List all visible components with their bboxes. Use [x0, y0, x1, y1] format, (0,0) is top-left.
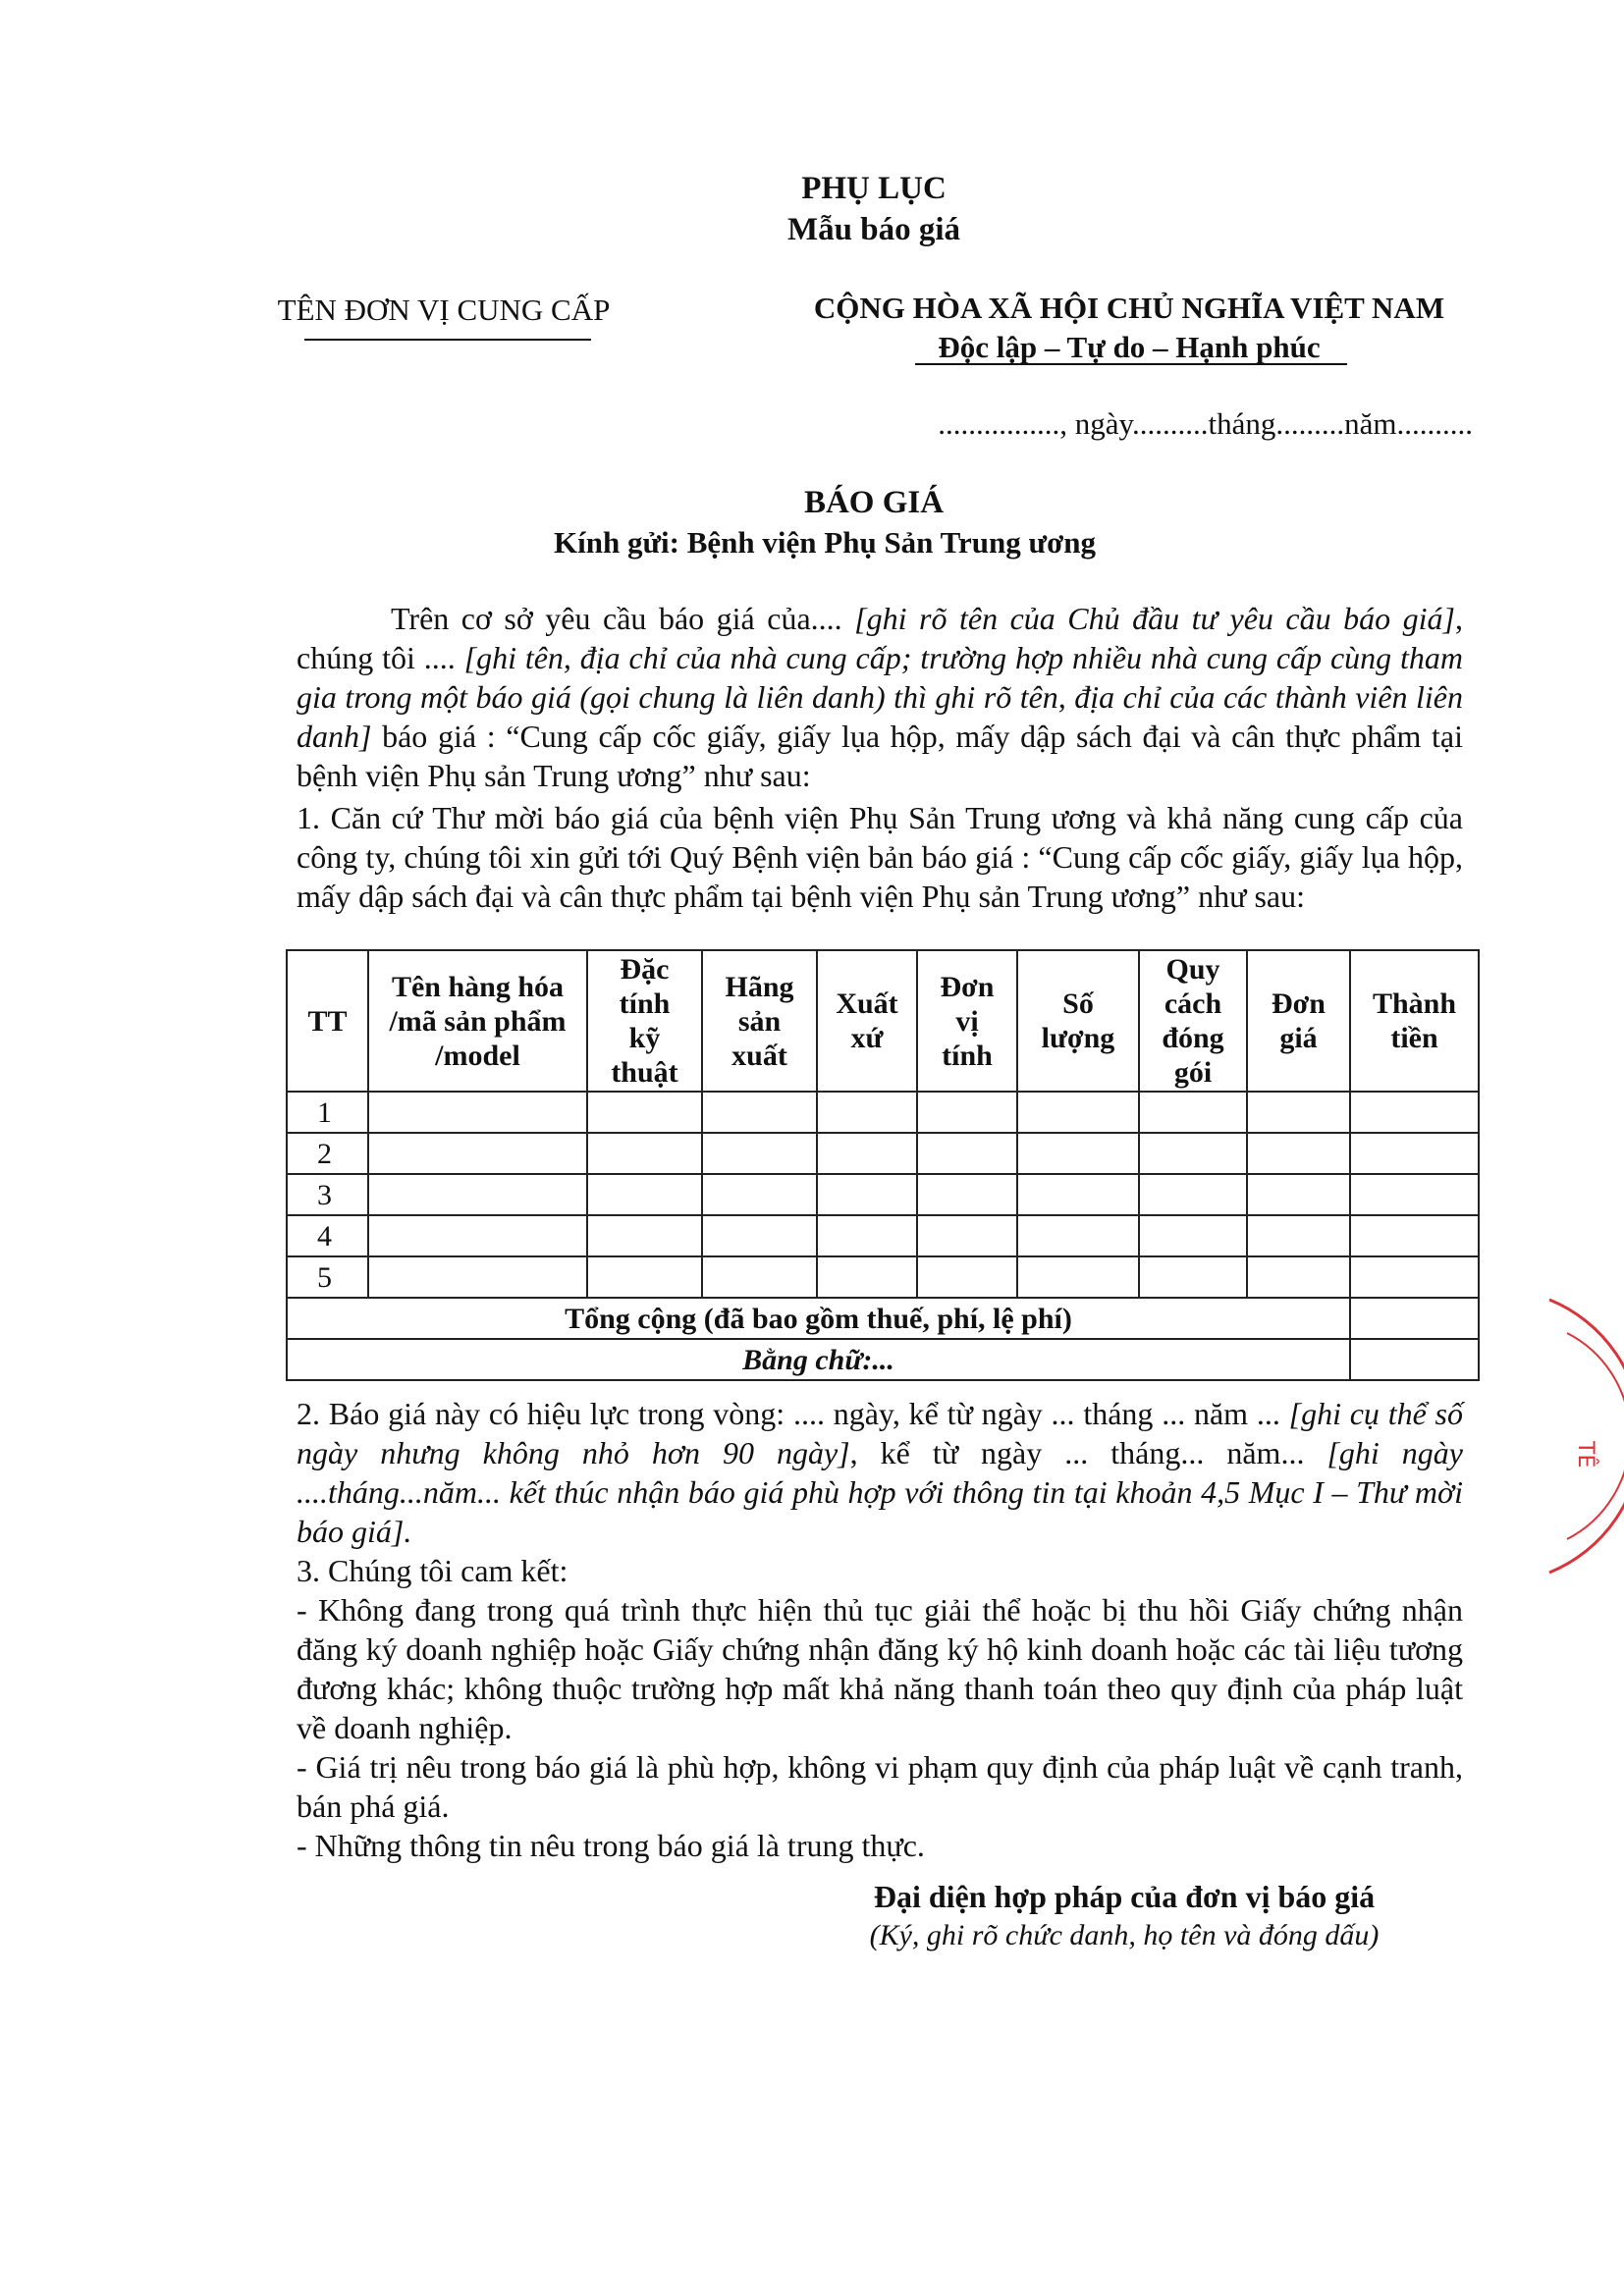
- table-cell: [1247, 1256, 1350, 1298]
- quote-table: [286, 949, 1480, 1381]
- document-title: BÁO GIÁ: [803, 485, 945, 520]
- table-cell: [702, 1174, 817, 1215]
- item-2-paragraph: [297, 1394, 1463, 1551]
- appendix-title: PHỤ LỤC: [801, 171, 947, 206]
- table-cell: [917, 1092, 1017, 1133]
- intro-text-2: , chúng tôi ....: [297, 601, 1464, 675]
- table-row: [287, 1092, 1479, 1133]
- row-number: 5: [287, 1256, 368, 1298]
- intro-text-1: Trên cơ sở yêu cầu báo giá của....: [391, 601, 855, 636]
- row-number: 2: [287, 1133, 368, 1174]
- table-cell: [1139, 1092, 1247, 1133]
- supplier-underline: [304, 339, 591, 341]
- supplier-name: TÊN ĐƠN VỊ CUNG CẤP: [277, 293, 611, 327]
- words-row: [287, 1339, 1479, 1380]
- stamp-text: TÊ: [1573, 1441, 1597, 1468]
- header-maker: Hãng sản xuất: [702, 950, 817, 1092]
- nation-motto: Độc lập – Tự do – Hạnh phúc: [938, 330, 1321, 364]
- total-label: Tổng cộng (đã bao gồm thuế, phí, lệ phí): [287, 1298, 1350, 1339]
- item-2-italic-d: [ghi ngày ....tháng...năm... kết thúc nhận báo giá phù hợp với thông tin tại khoản 4,5 Mục I – Thư mời báo giá].: [297, 1435, 1464, 1549]
- header-price: Đơn giá: [1247, 950, 1350, 1092]
- document-recipient: Kính gửi: Bệnh viện Phụ Sản Trung ương: [554, 525, 1096, 560]
- intro-paragraph: [297, 599, 1463, 795]
- commitment-2: - Giá trị nêu trong báo giá là phù hợp, không vi phạm quy định của pháp luật về cạnh tranh, bán phá giá.: [297, 1749, 1463, 1824]
- intro-text-3: báo giá : “Cung cấp cốc giấy, giấy lụa hộp, mấy dập sách đại và cân thực phẩm tại bệnh viện Phụ sản Trung ương” như sau:: [297, 719, 1463, 793]
- table-cell: [1139, 1174, 1247, 1215]
- table-cell: [702, 1133, 817, 1174]
- header-tt: TT: [287, 950, 368, 1092]
- signer-title: Đại diện hợp pháp của đơn vị báo giá: [873, 1879, 1376, 1914]
- table-cell: [587, 1174, 702, 1215]
- amount-in-words-cell: [1350, 1339, 1479, 1380]
- table-cell: [587, 1133, 702, 1174]
- table-header-row: [287, 950, 1479, 1092]
- row-number: 3: [287, 1174, 368, 1215]
- table-cell: [1017, 1256, 1139, 1298]
- header-spec: Đặc tính kỹ thuật: [587, 950, 702, 1092]
- table-cell: [1139, 1256, 1247, 1298]
- table-cell: [702, 1256, 817, 1298]
- header-origin: Xuất xứ: [817, 950, 917, 1092]
- table-cell: [1017, 1174, 1139, 1215]
- signer-note: (Ký, ghi rõ chức danh, họ tên và đóng dấu): [869, 1919, 1380, 1951]
- table-cell: [1247, 1092, 1350, 1133]
- table-cell: [368, 1256, 587, 1298]
- commitment-3: - Những thông tin nêu trong báo giá là trung thực.: [297, 1828, 925, 1863]
- item-1-paragraph: 1. Căn cứ Thư mời báo giá của bệnh viện Phụ Sản Trung ương và khả năng cung cấp của công ty, chúng tôi xin gửi tới Quý Bệnh viện bản báo giá : “Cung cấp cốc giấy, giấy lụa hộp, mấy dập sách đại và cân thực phẩm tại bệnh viện Phụ sản Trung ương” như sau:: [297, 800, 1463, 914]
- table-cell: [917, 1215, 1017, 1256]
- row-number: 1: [287, 1092, 368, 1133]
- table-cell: [1247, 1215, 1350, 1256]
- table-cell: [1350, 1256, 1479, 1298]
- stamp-icon: [1534, 1294, 1624, 1578]
- table-cell: [1139, 1133, 1247, 1174]
- table-cell: [817, 1256, 917, 1298]
- header-name: Tên hàng hóa /mã sản phẩm /model: [368, 950, 587, 1092]
- intro-italic-1: [ghi rõ tên của Chủ đầu tư yêu cầu báo giá]: [854, 601, 1456, 636]
- total-amount-cell: [1350, 1298, 1479, 1339]
- table-cell: [817, 1092, 917, 1133]
- table-cell: [817, 1174, 917, 1215]
- header-amount: Thành tiền: [1350, 950, 1479, 1092]
- header-unit: Đơn vị tính: [917, 950, 1017, 1092]
- table-row: [287, 1174, 1479, 1215]
- intro-italic-2: [ghi tên, địa chỉ của nhà cung cấp; trường hợp nhiều nhà cung cấp cùng tham gia trong một báo giá (gọi chung là liên danh) thì ghi rõ tên, địa chỉ của các thành viên liên danh]: [297, 640, 1464, 754]
- nation-name: CỘNG HÒA XÃ HỘI CHỦ NGHĨA VIỆT NAM: [813, 291, 1445, 325]
- table-cell: [917, 1256, 1017, 1298]
- table-cell: [917, 1174, 1017, 1215]
- table-cell: [1017, 1092, 1139, 1133]
- item-2-italic-b: [ghi cụ thể số ngày nhưng không nhỏ hơn 90 ngày]: [297, 1396, 1464, 1470]
- table-cell: [1350, 1133, 1479, 1174]
- amount-in-words-label: Bằng chữ:...: [287, 1339, 1350, 1380]
- table-row: [287, 1256, 1479, 1298]
- table-cell: [587, 1215, 702, 1256]
- table-cell: [1350, 1092, 1479, 1133]
- table-cell: [1247, 1133, 1350, 1174]
- item-2-text-c: , kể từ ngày ... tháng... năm...: [849, 1435, 1327, 1470]
- header-qty: Số lượng: [1017, 950, 1139, 1092]
- table-cell: [702, 1215, 817, 1256]
- header-pack: Quy cách đóng gói: [1139, 950, 1247, 1092]
- row-number: 4: [287, 1215, 368, 1256]
- table-cell: [702, 1092, 817, 1133]
- table-cell: [1350, 1174, 1479, 1215]
- total-row: [287, 1298, 1479, 1339]
- item-3-heading: 3. Chúng tôi cam kết:: [297, 1553, 568, 1588]
- table-cell: [1017, 1133, 1139, 1174]
- table-cell: [368, 1174, 587, 1215]
- motto-underline: [915, 363, 1347, 365]
- table-cell: [817, 1133, 917, 1174]
- table-cell: [817, 1215, 917, 1256]
- table-cell: [368, 1215, 587, 1256]
- table-cell: [368, 1133, 587, 1174]
- table-cell: [368, 1092, 587, 1133]
- table-cell: [1350, 1215, 1479, 1256]
- table-cell: [917, 1133, 1017, 1174]
- table-cell: [587, 1092, 702, 1133]
- appendix-subtitle: Mẫu báo giá: [786, 212, 961, 247]
- table-cell: [587, 1256, 702, 1298]
- table-cell: [1139, 1215, 1247, 1256]
- table-cell: [1017, 1215, 1139, 1256]
- commitment-1: - Không đang trong quá trình thực hiện thủ tục giải thể hoặc bị thu hồi Giấy chứng nhận đăng ký doanh nghiệp hoặc Giấy chứng nhận đăng ký hộ kinh doanh hoặc các tài liệu tương đương khác; không thuộc trường hợp mất khả năng thanh toán theo quy định của pháp luật về doanh nghiệp.: [297, 1592, 1463, 1745]
- table-row: [287, 1133, 1479, 1174]
- table-row: [287, 1215, 1479, 1256]
- table-cell: [1247, 1174, 1350, 1215]
- item-2-text-a: 2. Báo giá này có hiệu lực trong vòng: .... ngày, kể từ ngày ... tháng ... năm ...: [297, 1396, 1289, 1431]
- date-line: ................, ngày..........tháng.........năm..........: [938, 406, 1473, 441]
